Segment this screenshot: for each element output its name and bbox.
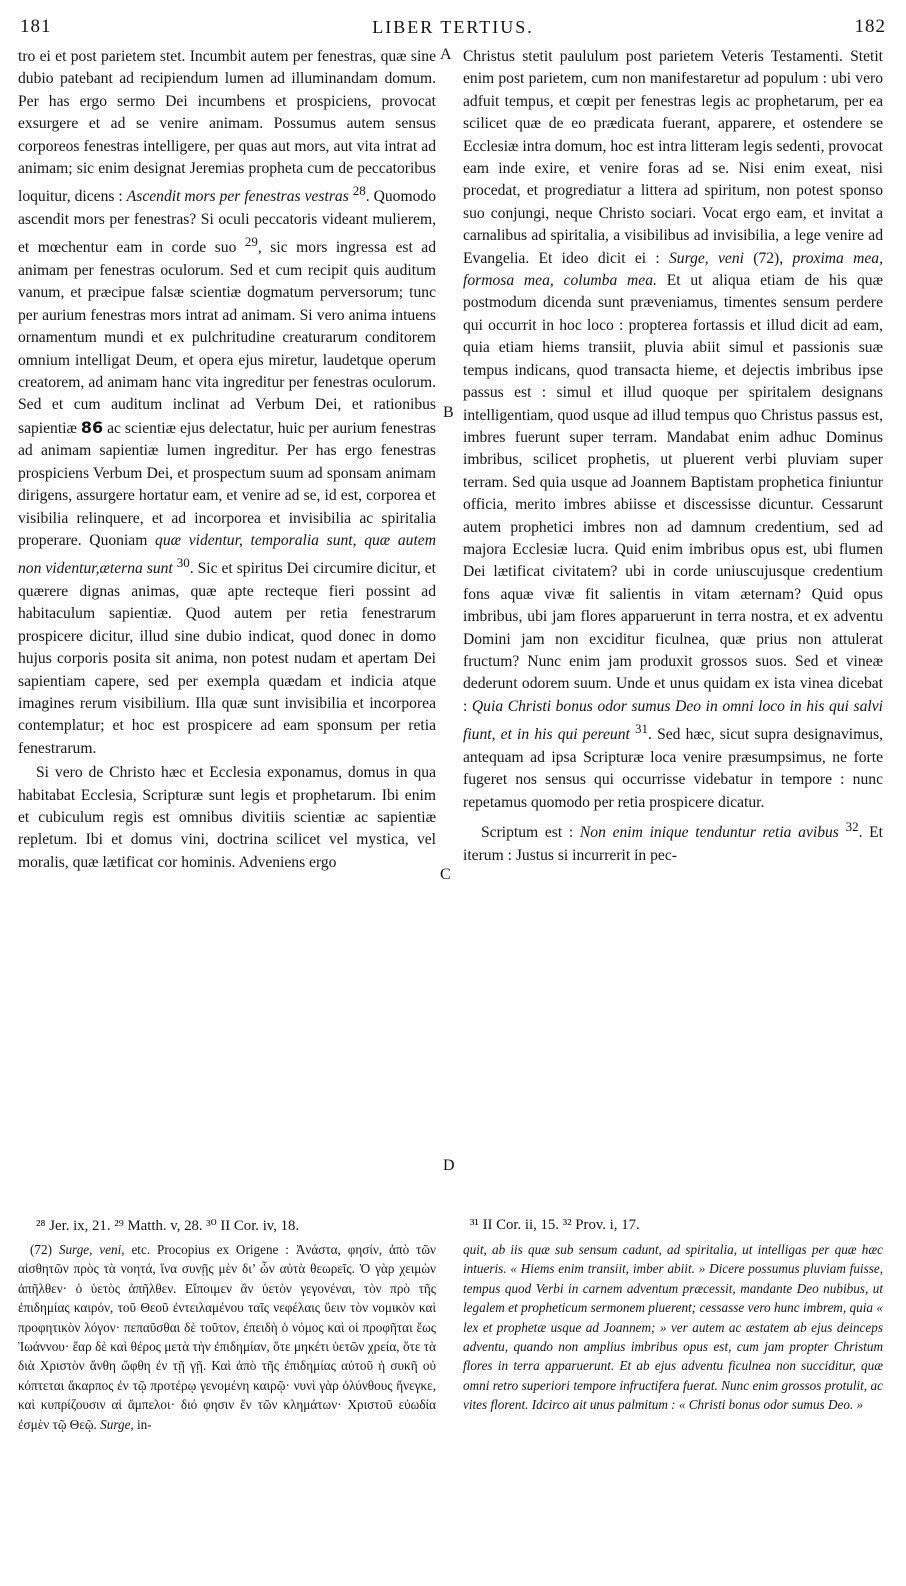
text-run: Christus stetit paululum post parietem Veteris Testamenti. Stetit enim post parietem, cum non manifestaretur ad populum : ubi vero adfuit tempus, et cœpit per fenestras legis ac prophetarum, per ea scilicet quæ de eo prædicata fuerant, apparere, et ostendere se Ecclesiæ intra domum, hoc est intra litteram legis sedenti, provocat eam inde exire, et venire foras ad se. Nisi enim exeat, nisi procedat, et progrediatur a littera ad spiritum, non potest sponso suo conjungi, neque Christo sociari. Vocat ergo eam, et invitat a carnalibus ad spiritalia, a visibilibus ad invisibilia, a lege venire ad Evangelia. Et ideo dicit ei : bbox=[463, 48, 883, 267]
right-paragraph-2 bbox=[463, 816, 883, 867]
footnote-ref: 30 bbox=[176, 555, 190, 571]
margin-marker-b: B bbox=[443, 404, 454, 421]
right-page-number: 182 bbox=[854, 16, 886, 37]
greek-text: Ἀνάστα, φησίν, ἀπὸ τῶν αἰσθητῶν πρὸς τὰ νοητά, ἵνα συνῇς μὲν δι’ ὧν αὐτὰ θεωρεῖς. Ὁ γὰρ χειμὼν ἀπῆλθεν· ὁ ὑετὸς ἀπῆλθεν. Εἴποιμεν ἂν ὑετὸν γεγονέναι, τὸν πρὸ τῆς ἐπιδημίας καιρόν, τοῦ Θεοῦ ἐντειλαμένου ταῖς νεφέλαις ὕειν τὸν νομικὸν καὶ προφητικὸν λόγον· πεπαῦσθαι δὲ τοῦτον, ἐπειδὴ ὁ νόμος καὶ οἱ προφῆται ἕως Ἰωάννου· ἔαρ δὲ καὶ θέρος μετὰ τὴν ἐπιδημίαν, ὅτε μηκέτι ὑετῶν χρεία, ὅτε τὰ διὰ Χριστὸν ἄνθη ὤφθη ἐν τῇ γῇ. Καὶ ἀπὸ τῆς ἐπιδημίας αὐτοῦ ἡ συκῆ οὐ κόπτεται ἄκαρπος ἐν τῷ προτέρῳ γενομένη καιρῷ· νυνὶ γὰρ ὀλύνθους ἤνεγκε, καὶ κυπρίζουσιν αἱ ἄμπελοι· διό φησιν ἕν τῶν κλημάτων· Χριστοῦ εὐωδία ἐσμὲν τῷ Θεῷ. bbox=[18, 1242, 436, 1432]
quotation: Quia Christi bonus odor sumus Deo in omni loco in his qui salvi fiunt, et in his qui pereunt bbox=[463, 697, 883, 744]
note-label: (72) bbox=[30, 1242, 59, 1257]
text-run: Et ut aliqua etiam de his quæ postmodum dicenda sunt præveniamus, timentes sensum perdere qui occurrit in hoc loco : propterea fortassis et illud dicit ad eam, quia etiam hiems transiit, pluvia abiit simul et passionis suæ tempus indicans, quod transacta hieme, et dejectis imbribus ipse passus est : simul et illud quoque per spiritalem designans intelligentiam, quod usque ad illud tempus quo Christus passus est, imbres fuerunt super terram. Mandabat enim adhuc Dominus imbribus, scilicet prophetis, ut pluerent verbi pluviam super terram. Sed quia usque ad Joannem Baptistam prophetica finiuntur officia, merito imbres abiisse et discessisse dicuntur. Cessarunt autem prophetici imbres non ad damnum credentium, sed ad majora Ecclesiæ lucra. Quid enim imbribus opus est, ubi flumen Dei lætificat civitatem? ubi in corde uniuscujusque credentium fons aquæ vivæ fit salientis in vitam æternam? Quid opus imbribus, ubi jam flores apparuerunt in terra nostra, et ex adventu Domini jam non exciditur ficulnea, quæ prius non attulerat fructum? Nunc enim jam produxit grossos suos. Sed et vineæ dederunt odorem suum. Unde et unus quidam ex ista vinea dicebat : bbox=[463, 272, 883, 715]
note-ref: (72), bbox=[743, 249, 793, 267]
right-paragraph-1 bbox=[463, 46, 883, 814]
text-run: Scriptum est : bbox=[481, 824, 580, 842]
note-72-continued: quit, ab iis quæ sub sensum cadunt, ad spiritalia, ut intelligas per quæ hæc intueris. « Hiems enim transiit, imber abiit. » Dicere possumus pluviam fuisse, tempus quod Verbi in carnem adventum præcessit, mandante Deo nubibus, ut legalem et propheticum sermonem pluerent; cessasse vero hunc imbrem, quia « lex et prophetæ usque ad Joannem; » ver autem ac æstatem ab ejus deinceps adventu, quando non amplius imbribus opus est, cum jam propter Christum flores in terra apparuerunt. Et ab ejus adventu ficulnea non succiditur, quæ omni retro superiori tempore infructifera fuerat. Nunc enim grossos protulit, ac vites florent. Idcirco ait unus palmitum : « Christi bonus odor sumus Deo. » bbox=[463, 1242, 883, 1413]
text-run: tro ei et post parietem stet. Incumbit autem per fenestras, quæ sine dubio patebant ad recipiendum lumen ad illuminandam domum. Per has ergo sermo Dei incumbens et prospiciens, provocat exsurgere et ad se venire animam. Possumus autem sensus corporeos fenestras intelligere, per quas aut mors, aut vita intrat ad animam; sic enim designat Jeremias propheta cum de peccatoribus loquitur, dicens : bbox=[18, 48, 436, 206]
lemma: Surge, veni, bbox=[58, 1242, 125, 1257]
footnotes-left: ²⁸ Jer. ix, 21. ²⁹ Matth. v, 28. ³⁰ II Cor. iv, 18. bbox=[36, 1218, 300, 1234]
margin-marker-c: C bbox=[440, 866, 451, 883]
left-paragraph-2: Si vero de Christo hæc et Ecclesia exponamus, domus in qua habitabat Ecclesia, Scripturæ sunt legis et prophetarum. Ibi enim et cubiculum regis est omnibus divitiis scientiæ ac sapientiæ repletum. Ibi et domus vini, doctrina scilicet vel mystica, vel moralis, quæ lætificat cor hominis. Adveniens ergo bbox=[18, 764, 436, 871]
quotation: Ascendit mors per fenestras vestras bbox=[126, 188, 349, 206]
footnote-ref: 29 bbox=[244, 234, 258, 250]
left-paragraph-1 bbox=[18, 46, 436, 760]
page-header bbox=[20, 16, 886, 38]
text-run: . Sic et spiritus Dei circumire dicitur, et quærere dignas animas, quæ apte recteque fieri possint ad habitaculum sapientiæ. Quod autem per retia fenestrarum prospicere dicitur, illud sine dubio indicat, quod donec in domo hujus corporis posita sit anima, non potest nudam et apertam Dei sapientiam capere, sed per exempla quædam et indicia atque imagines rerum visibilium. Illa quæ sunt invisibilia et incorporea contemplatur; et hoc est prospicere ad eam sponsum per retia fenestrarum. bbox=[18, 560, 436, 757]
quotation: Surge, veni bbox=[669, 249, 744, 267]
text-run: . Et iterum : Justus si incurrerit in pec- bbox=[463, 824, 884, 864]
text-run: . Sed hæc, sicut supra designavimus, antequam ad ipsa Scripturæ loca venire præsumpsimus, ne forte fugeret nos sensus qui occurrisse videbatur in tempore : nunc repetamus quomodo per retia prospicere dicatur. bbox=[463, 726, 883, 811]
text-run: . Quomodo ascendit mors per fenestras? Si oculi peccatoris videant mulierem, et mœchentur eam in corde suo bbox=[18, 188, 436, 257]
running-title: LIBER TERTIUS. bbox=[372, 17, 534, 37]
left-column bbox=[18, 46, 436, 874]
left-page-number: 181 bbox=[20, 16, 52, 37]
editor-note-left bbox=[18, 1240, 436, 1434]
margin-marker-d: D bbox=[443, 1157, 455, 1174]
column-number: 86 bbox=[80, 417, 104, 437]
footnote-ref: 32 bbox=[845, 819, 859, 834]
footnote-ref: 28 bbox=[352, 183, 366, 199]
editor-note-right bbox=[463, 1240, 883, 1415]
lemma: Surge, bbox=[100, 1416, 134, 1432]
quotation: quæ videntur, temporalia sunt, quæ autem non videntur,æterna sunt bbox=[18, 531, 436, 578]
footnote-ref: 31 bbox=[635, 721, 649, 737]
text-run: , sic mors ingressa est ad animam per fenestras oculorum. Sed et cum recipit quis auditum vanum, et præcipue falsæ scientiæ dogmatum perversorum; tunc per aurium fenestras mors intrat ad animam. Si vero anima intuens ornamentum mundi et ex pulchritudine creaturarum conditorem omnium intelligat Deum, et opera ejus miretur, laudetque operum creatorem, ad animam hanc vita ingreditur per fenestras oculorum. Sed et cum auditum inclinat ad Verbum Dei, et rationibus sapientiæ bbox=[18, 239, 437, 437]
text-run: etc. Procopius ex Origene : bbox=[124, 1242, 296, 1257]
footnotes-right: ³¹ II Cor. ii, 15. ³² Prov. i, 17. bbox=[470, 1217, 640, 1233]
margin-marker-a: A bbox=[440, 46, 452, 63]
note-72 bbox=[18, 1240, 436, 1434]
quotation: proxima mea, formosa mea, columba mea. bbox=[463, 249, 884, 290]
right-column bbox=[463, 46, 883, 867]
text-run: ac scientiæ ejus delectatur, huic per aurium fenestras ad animam sapientiæ lumen ingreditur. Per has ergo fenestras prospiciens Verbum Dei, et prospectum suum ad sponsam animam dirigens, assurgere hortatur eam, et venire ad se, id est, corporea et visibilia relinquere, et ad incorporea et invisibilia ac spiritalia properare. Quoniam bbox=[18, 419, 436, 549]
text-run: in- bbox=[133, 1416, 152, 1432]
quotation: Non enim inique tenduntur retia avibus bbox=[579, 824, 839, 842]
